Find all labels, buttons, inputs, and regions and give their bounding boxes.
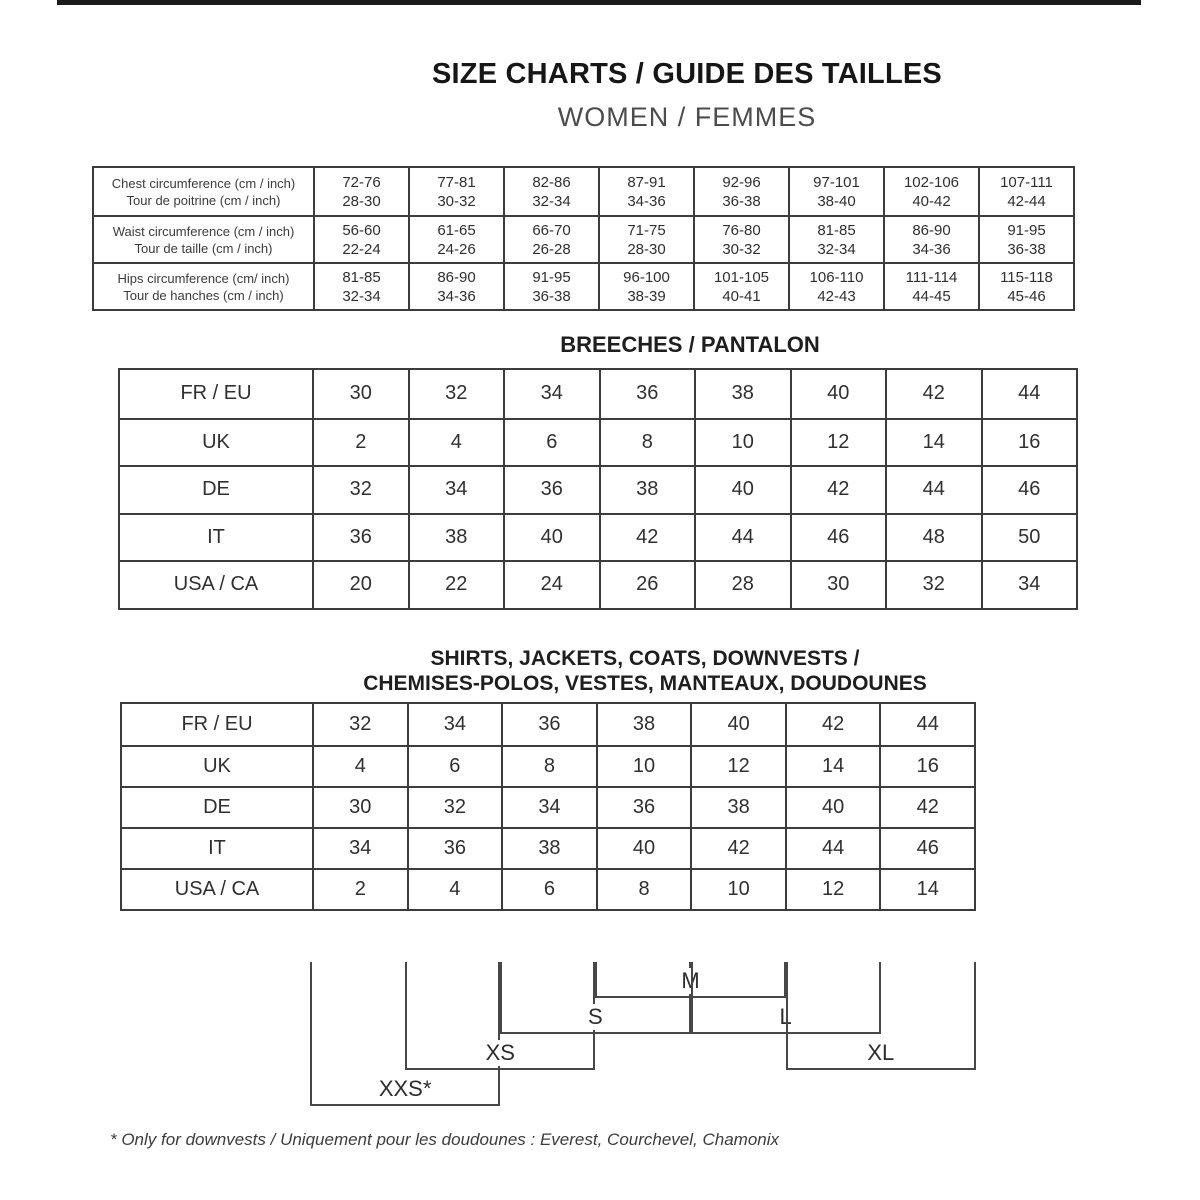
value-cm: 87-91 xyxy=(627,173,666,191)
measurement-cell xyxy=(883,264,978,309)
value-cm: 97-101 xyxy=(813,173,860,191)
value-cm: 81-85 xyxy=(817,221,856,239)
measurement-cell xyxy=(883,217,978,262)
measurement-cell xyxy=(693,264,788,309)
value-inch: 40-42 xyxy=(912,192,951,210)
size-cell: 6 xyxy=(501,870,596,909)
value-inch: 32-34 xyxy=(342,287,381,305)
size-cell: 36 xyxy=(596,788,691,827)
size-cell: 36 xyxy=(503,467,599,513)
size-cell: 4 xyxy=(312,747,407,786)
value-cm: 101-105 xyxy=(713,268,770,286)
size-cell: 28 xyxy=(694,562,790,608)
size-cell: 46 xyxy=(981,467,1077,513)
measurement-row-label xyxy=(94,168,313,215)
value-cm: 111-114 xyxy=(905,268,958,286)
measurement-cell xyxy=(313,168,408,215)
size-cell: 38 xyxy=(408,515,504,561)
size-bracket-label: M xyxy=(671,968,709,994)
size-cell: 30 xyxy=(312,370,408,418)
value-cm: 82-86 xyxy=(532,173,571,191)
page-title: SIZE CHARTS / GUIDE DES TAILLES xyxy=(432,58,942,90)
value-inch: 28-30 xyxy=(627,240,666,258)
measurement-row-label xyxy=(94,264,313,309)
measurement-label-en: Waist circumference (cm / inch) xyxy=(112,223,295,239)
size-cell: 38 xyxy=(599,467,695,513)
value-inch: 42-43 xyxy=(817,287,856,305)
measurement-cell xyxy=(598,217,693,262)
size-row xyxy=(120,465,1076,513)
title-block xyxy=(287,58,1087,133)
size-cell: 20 xyxy=(312,562,408,608)
size-cell: 38 xyxy=(690,788,785,827)
size-cell: 4 xyxy=(408,420,504,466)
size-cell: 34 xyxy=(503,370,599,418)
size-cell: 32 xyxy=(407,788,502,827)
measurement-cell xyxy=(503,217,598,262)
size-cell: 40 xyxy=(503,515,599,561)
value-inch: 22-24 xyxy=(342,240,381,258)
size-bracket-xs xyxy=(405,962,595,1070)
value-inch: 30-32 xyxy=(437,192,476,210)
size-cell: 42 xyxy=(879,788,974,827)
size-cell: 2 xyxy=(312,870,407,909)
size-cell: 22 xyxy=(408,562,504,608)
value-inch: 40-41 xyxy=(722,287,761,305)
size-bracket-l xyxy=(691,962,881,1034)
value-cm: 77-81 xyxy=(437,173,476,191)
measurement-cell xyxy=(503,264,598,309)
value-inch: 30-32 xyxy=(722,240,761,258)
size-row xyxy=(122,868,974,909)
measurement-label-fr: Tour de hanches (cm / inch) xyxy=(123,287,284,303)
measurement-cell xyxy=(503,168,598,215)
size-bracket-xl xyxy=(786,962,976,1070)
size-cell: 32 xyxy=(408,370,504,418)
value-inch: 32-34 xyxy=(532,192,571,210)
breeches-size-table xyxy=(118,368,1078,610)
size-cell: 4 xyxy=(407,870,502,909)
value-inch: 42-44 xyxy=(1007,192,1046,210)
measurement-label-en: Chest circumference (cm / inch) xyxy=(111,175,296,191)
size-row-label: UK xyxy=(203,755,231,777)
size-cell: 40 xyxy=(596,829,691,868)
size-cell: 30 xyxy=(790,562,886,608)
size-bracket-s xyxy=(500,962,690,1034)
size-cell: 14 xyxy=(879,870,974,909)
size-row-label: FR / EU xyxy=(181,713,253,735)
size-row-label: IT xyxy=(207,525,225,548)
value-cm: 86-90 xyxy=(437,268,476,286)
size-row xyxy=(120,560,1076,608)
value-inch: 36-38 xyxy=(532,287,571,305)
size-cell: 38 xyxy=(501,829,596,868)
size-cell: 44 xyxy=(885,467,981,513)
size-cell: 42 xyxy=(885,370,981,418)
value-inch: 24-26 xyxy=(437,240,476,258)
size-cell: 44 xyxy=(879,704,974,745)
size-cell: 14 xyxy=(885,420,981,466)
shirts-section-title-line1: SHIRTS, JACKETS, COATS, DOWNVESTS / xyxy=(430,647,860,670)
size-row-label: FR / EU xyxy=(180,382,252,405)
measurement-label-en: Hips circumference (cm/ inch) xyxy=(117,270,290,286)
size-row-label: USA / CA xyxy=(173,573,259,596)
size-cell: 36 xyxy=(407,829,502,868)
size-bracket-label: L xyxy=(770,1004,802,1030)
scan-edge-bar xyxy=(57,0,1141,5)
size-cell: 32 xyxy=(312,704,407,745)
size-cell: 8 xyxy=(599,420,695,466)
measurement-cell xyxy=(978,264,1073,309)
size-cell: 38 xyxy=(596,704,691,745)
value-cm: 56-60 xyxy=(342,221,381,239)
measurement-row xyxy=(94,168,1073,215)
size-cell: 42 xyxy=(599,515,695,561)
size-cell: 34 xyxy=(408,467,504,513)
size-cell: 44 xyxy=(785,829,880,868)
measurement-cell xyxy=(693,168,788,215)
value-cm: 91-95 xyxy=(532,268,571,286)
measurement-cell xyxy=(598,264,693,309)
size-row-label: IT xyxy=(208,837,226,859)
value-inch: 34-36 xyxy=(912,240,951,258)
size-cell: 40 xyxy=(690,704,785,745)
size-row xyxy=(120,418,1076,466)
size-cell: 44 xyxy=(694,515,790,561)
size-row xyxy=(120,513,1076,561)
value-cm: 72-76 xyxy=(342,173,381,191)
measurement-cell xyxy=(408,168,503,215)
size-cell: 14 xyxy=(785,747,880,786)
size-cell: 6 xyxy=(503,420,599,466)
size-cell: 10 xyxy=(694,420,790,466)
value-cm: 102-106 xyxy=(903,173,960,191)
measurement-row xyxy=(94,262,1073,309)
size-bracket-label: XS xyxy=(476,1040,525,1066)
measurement-label-fr: Tour de poitrine (cm / inch) xyxy=(126,192,281,208)
value-cm: 86-90 xyxy=(912,221,951,239)
size-bracket-m xyxy=(595,962,785,998)
value-inch: 44-45 xyxy=(912,287,951,305)
size-cell: 40 xyxy=(694,467,790,513)
value-inch: 26-28 xyxy=(532,240,571,258)
size-bracket-label: S xyxy=(578,1004,613,1030)
size-cell: 26 xyxy=(599,562,695,608)
size-cell: 40 xyxy=(785,788,880,827)
measurement-row-label xyxy=(94,217,313,262)
size-cell: 46 xyxy=(790,515,886,561)
size-cell: 12 xyxy=(790,420,886,466)
measurement-cell xyxy=(313,264,408,309)
size-row-label: USA / CA xyxy=(174,878,260,900)
value-inch: 36-38 xyxy=(1007,240,1046,258)
value-inch: 38-39 xyxy=(627,287,666,305)
measurement-cell xyxy=(788,217,883,262)
size-cell: 50 xyxy=(981,515,1077,561)
size-row xyxy=(122,786,974,827)
breeches-section-title: BREECHES / PANTALON xyxy=(560,332,820,357)
size-cell: 46 xyxy=(879,829,974,868)
size-cell: 38 xyxy=(694,370,790,418)
measurement-cell xyxy=(978,168,1073,215)
measurement-cell xyxy=(313,217,408,262)
value-cm: 92-96 xyxy=(722,173,761,191)
measurement-cell xyxy=(693,217,788,262)
size-cell: 12 xyxy=(785,870,880,909)
measurement-label-fr: Tour de taille (cm / inch) xyxy=(134,240,273,256)
size-cell: 32 xyxy=(312,467,408,513)
value-inch: 28-30 xyxy=(342,192,381,210)
measurement-cell xyxy=(408,217,503,262)
value-inch: 34-36 xyxy=(627,192,666,210)
shirts-section-title xyxy=(245,646,1045,696)
measurement-cell xyxy=(788,168,883,215)
size-cell: 34 xyxy=(981,562,1077,608)
size-bracket-label: XXS* xyxy=(369,1076,442,1102)
size-cell: 10 xyxy=(596,747,691,786)
value-inch: 32-34 xyxy=(817,240,856,258)
value-cm: 91-95 xyxy=(1007,221,1046,239)
value-cm: 106-110 xyxy=(809,268,864,286)
size-cell: 8 xyxy=(501,747,596,786)
size-cell: 30 xyxy=(312,788,407,827)
size-row xyxy=(120,370,1076,418)
size-cell: 36 xyxy=(312,515,408,561)
size-cell: 6 xyxy=(407,747,502,786)
size-row xyxy=(122,704,974,745)
size-row xyxy=(122,827,974,868)
value-inch: 45-46 xyxy=(1007,287,1046,305)
value-cm: 81-85 xyxy=(342,268,381,286)
measurement-cell xyxy=(408,264,503,309)
value-cm: 96-100 xyxy=(623,268,670,286)
measurement-cell xyxy=(598,168,693,215)
footnote: * Only for downvests / Uniquement pour les doudounes : Everest, Courchevel, Chamonix xyxy=(110,1130,780,1149)
size-row xyxy=(122,745,974,786)
size-cell: 34 xyxy=(501,788,596,827)
value-cm: 115-118 xyxy=(1000,268,1053,286)
size-cell: 2 xyxy=(312,420,408,466)
size-cell: 32 xyxy=(885,562,981,608)
value-inch: 34-36 xyxy=(437,287,476,305)
size-cell: 42 xyxy=(785,704,880,745)
size-cell: 34 xyxy=(407,704,502,745)
shirts-size-table xyxy=(120,702,976,911)
size-cell: 10 xyxy=(690,870,785,909)
size-cell: 40 xyxy=(790,370,886,418)
size-cell: 36 xyxy=(599,370,695,418)
size-bracket-xxs xyxy=(310,962,500,1106)
value-inch: 36-38 xyxy=(722,192,761,210)
size-bracket-label: XL xyxy=(857,1040,904,1066)
size-cell: 34 xyxy=(312,829,407,868)
size-cell: 8 xyxy=(596,870,691,909)
size-row-label: DE xyxy=(202,478,230,501)
size-row-label: UK xyxy=(202,430,230,453)
value-cm: 66-70 xyxy=(532,221,571,239)
size-cell: 16 xyxy=(981,420,1077,466)
size-cell: 44 xyxy=(981,370,1077,418)
value-cm: 61-65 xyxy=(437,221,476,239)
size-cell: 12 xyxy=(690,747,785,786)
shirts-section-title-line2: CHEMISES-POLOS, VESTES, MANTEAUX, DOUDOUNES xyxy=(363,672,927,695)
measurement-cell xyxy=(788,264,883,309)
size-cell: 16 xyxy=(879,747,974,786)
measurement-row xyxy=(94,215,1073,262)
size-row-label: DE xyxy=(203,796,231,818)
size-cell: 48 xyxy=(885,515,981,561)
measurements-table xyxy=(92,166,1075,311)
size-cell: 42 xyxy=(790,467,886,513)
measurement-cell xyxy=(883,168,978,215)
value-inch: 38-40 xyxy=(817,192,856,210)
size-cell: 24 xyxy=(503,562,599,608)
size-cell: 42 xyxy=(690,829,785,868)
size-cell: 36 xyxy=(501,704,596,745)
page-subtitle: WOMEN / FEMMES xyxy=(557,102,817,132)
measurement-cell xyxy=(978,217,1073,262)
value-cm: 107-111 xyxy=(1000,173,1053,191)
value-cm: 71-75 xyxy=(627,221,666,239)
value-cm: 76-80 xyxy=(722,221,761,239)
